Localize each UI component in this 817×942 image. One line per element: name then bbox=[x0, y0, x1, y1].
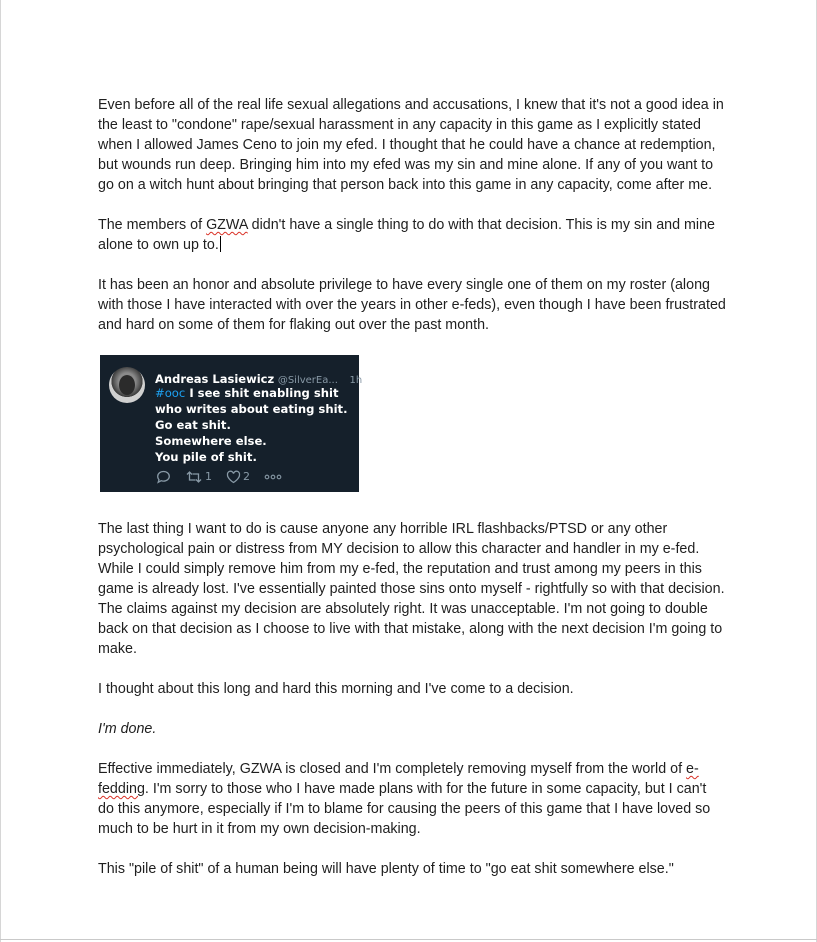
tweet-hashtag: #ooc bbox=[155, 386, 186, 400]
tweet-author-handle: @SilverEa... bbox=[277, 375, 338, 386]
paragraph-2-end: didn't have a single thing to do with that decision. This is my sin and mine alone to own up to. bbox=[98, 217, 716, 253]
paragraph-2-start: The members of bbox=[98, 217, 207, 233]
retweet-icon bbox=[185, 470, 203, 484]
tweet-author-name: Andreas Lasiewicz bbox=[155, 372, 275, 386]
tweet-text bbox=[155, 385, 355, 465]
misspelled-word-gzwa[interactable]: GZWA bbox=[206, 217, 248, 233]
text-cursor bbox=[220, 236, 221, 252]
tweet-actions bbox=[156, 467, 296, 487]
like-count: 2 bbox=[243, 470, 250, 483]
reply-action bbox=[156, 470, 171, 484]
more-icon bbox=[264, 473, 282, 481]
paragraph-7-start: Effective immediately, GZWA is closed and I'm completely removing myself from the world of bbox=[98, 761, 687, 777]
paragraph-1: Even before all of the real life sexual allegations and accusations, I knew that it's not a good idea in the least to "condone" rape/sexual harassment in any capacity in this game as I explicitly stated when I allowed James Ceno to join my efed. I thought that he could have a chance at redemption, but wounds run deep. Bringing him into my efed was my sin and mine alone. If any of you want to go on a witch hunt about bringing that person back into this game in any capacity, come after me. bbox=[98, 97, 724, 193]
like-icon bbox=[226, 470, 241, 484]
tweet-screenshot bbox=[100, 355, 363, 492]
retweet-action bbox=[185, 467, 212, 487]
paragraph-2 bbox=[98, 215, 726, 255]
avatar bbox=[109, 367, 145, 403]
paragraph-7 bbox=[98, 759, 726, 839]
more-action bbox=[264, 473, 282, 481]
tweet-line-2: Go eat shit. bbox=[155, 418, 231, 432]
page-edge-bottom bbox=[0, 939, 817, 940]
like-action bbox=[226, 467, 250, 487]
paragraph-5: I thought about this long and hard this morning and I've come to a decision. bbox=[98, 681, 574, 697]
tweet-line-1: I see shit enabling shit who writes about eating shit. bbox=[155, 386, 348, 416]
reply-icon bbox=[156, 470, 171, 484]
document-body[interactable] bbox=[98, 95, 726, 899]
paragraph-6: I'm done. bbox=[98, 721, 157, 737]
misspelled-word-efedding[interactable]: e-fedding bbox=[98, 761, 699, 797]
paragraph-4: The last thing I want to do is cause anyone any horrible IRL flashbacks/PTSD or any other psychological pain or distress from MY decision to allow this character and handler in my e-fed. While I could simply remove him from my e-fed, the reputation and trust among my peers in this game is already lost. I've essentially painted those sins onto myself - rightfully so with that decision. The claims against my decision are absolutely right. It was unacceptable. I'm not going to double back on that decision as I choose to live with that mistake, along with the next decision I'm going to make. bbox=[98, 521, 725, 657]
paragraph-8: This "pile of shit" of a human being will have plenty of time to "go eat shit somewhere else." bbox=[98, 861, 674, 877]
page-edge-left bbox=[0, 0, 1, 942]
tweet-line-3: Somewhere else. bbox=[155, 434, 267, 448]
tweet-time: 1h bbox=[349, 375, 363, 386]
tweet-line-4: You pile of shit. bbox=[155, 450, 257, 464]
retweet-count: 1 bbox=[205, 470, 212, 483]
paragraph-3: It has been an honor and absolute privilege to have every single one of them on my roster (along with those I have interacted with over the years in other e-feds), even though I have been frustrated and hard on some of them for flaking out over the past month. bbox=[98, 277, 726, 333]
paragraph-7-end: . I'm sorry to those who I have made plans with for the future in some capacity, but I can't do this anymore, especially if I'm to blame for causing the peers of this game that I have loved so much to be hurt in it from my own decision-making. bbox=[98, 781, 711, 837]
